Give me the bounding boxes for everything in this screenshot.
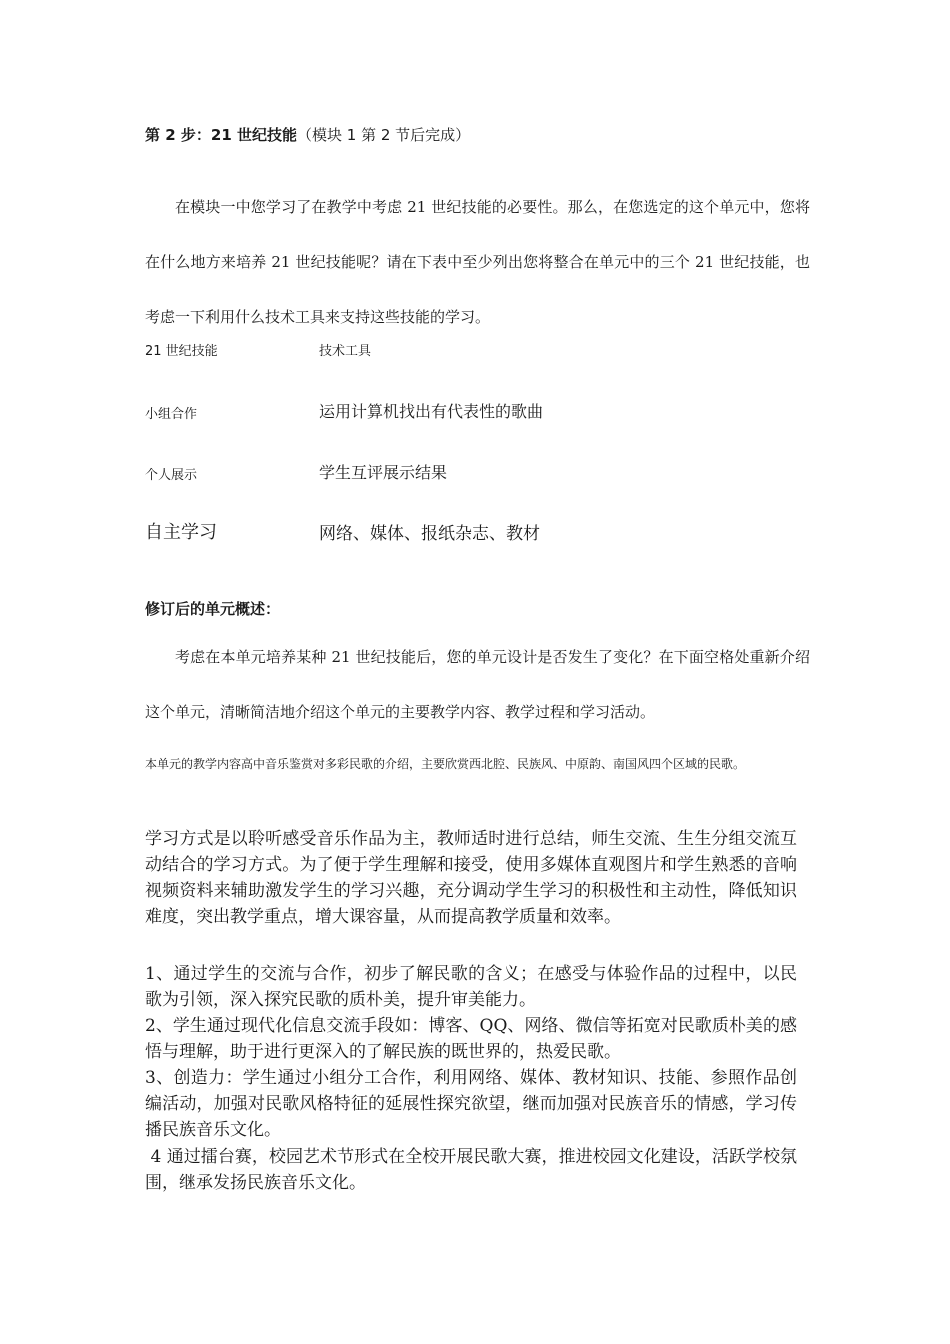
- tool-cell: 网络、媒体、报纸杂志、教材: [319, 524, 540, 544]
- header-tool: 技术工具: [319, 344, 372, 359]
- table-row: [145, 457, 805, 518]
- tool-cell: 运用计算机找出有代表性的歌曲: [319, 402, 544, 421]
- skill-cell: 小组合作: [145, 407, 198, 422]
- learning-goal-4: 4 通过擂台赛，校园艺术节形式在全校开展民歌大赛，推进校园文化建设，活跃学校氛围，继承发扬民族音乐文化。: [145, 1147, 798, 1193]
- table-row: [145, 518, 805, 579]
- unit-summary-paragraph: 本单元的教学内容高中音乐鉴赏对多彩民歌的介绍，主要欣赏西北腔、民族风、中原韵、南国风四个区域的民歌。: [145, 757, 746, 771]
- learning-goals-list: 1、通过学生的交流与合作，初步了解民歌的含义；在感受与体验作品的过程中，以民歌为引领，深入探究民歌的质朴美，提升审美能力。 2、学生通过现代化信息交流手段如：博客、QQ、网络、微信等拓宽对民歌质朴美的感悟与理解，助于进行更深入的了解民族的既世界的，热爱民歌。 3、创造力：学生通过小组分工合作，利用网络、媒体、教材知识、技能、参照作品创编活动，加强对民歌风格特征的延展性探究欲望，继而加强对民族音乐的情感，学习传播民族音乐文化。: [145, 964, 797, 1140]
- tool-cell: 学生互评展示结果: [319, 463, 448, 482]
- skill-cell: 个人展示: [145, 468, 198, 483]
- skill-cell: 自主学习: [145, 522, 217, 543]
- skills-table: [145, 335, 805, 579]
- learning-method-paragraph: 学习方式是以聆听感受音乐作品为主，教师适时进行总结，师生交流、生生分组交流互动结合的学习方式。为了便于学生理解和接受，使用多媒体直观图片和学生熟悉的音响视频资料来辅助激发学生的学习兴趣，充分调动学生学习的积极性和主动性，降低知识难度，突出教学重点，增大课容量，从而提高教学质量和效率。: [145, 829, 797, 927]
- skills-table-header: [145, 335, 805, 396]
- step-heading-bold: 第 2 步：21 世纪技能: [145, 126, 297, 144]
- step-intro-paragraph: 在模块一中您学习了在教学中考虑 21 世纪技能的必要性。那么，在您选定的这个单元中，您将在什么地方来培养 21 世纪技能呢？请在下表中至少列出您将整合在单元中的三个 21 世纪技能，也考虑一下利用什么技术工具来支持这些技能的学习。: [145, 198, 810, 326]
- revised-overview-prompt: 考虑在本单元培养某种 21 世纪技能后，您的单元设计是否发生了变化？在下面空格处重新介绍这个单元，清晰简洁地介绍这个单元的主要教学内容、教学过程和学习活动。: [145, 648, 810, 721]
- step-heading: [145, 124, 470, 145]
- header-skill: 21 世纪技能: [145, 344, 218, 359]
- table-row: [145, 396, 805, 457]
- revised-overview-heading: 修订后的单元概述：: [145, 600, 281, 618]
- step-heading-note: （模块 1 第 2 节后完成）: [296, 126, 471, 144]
